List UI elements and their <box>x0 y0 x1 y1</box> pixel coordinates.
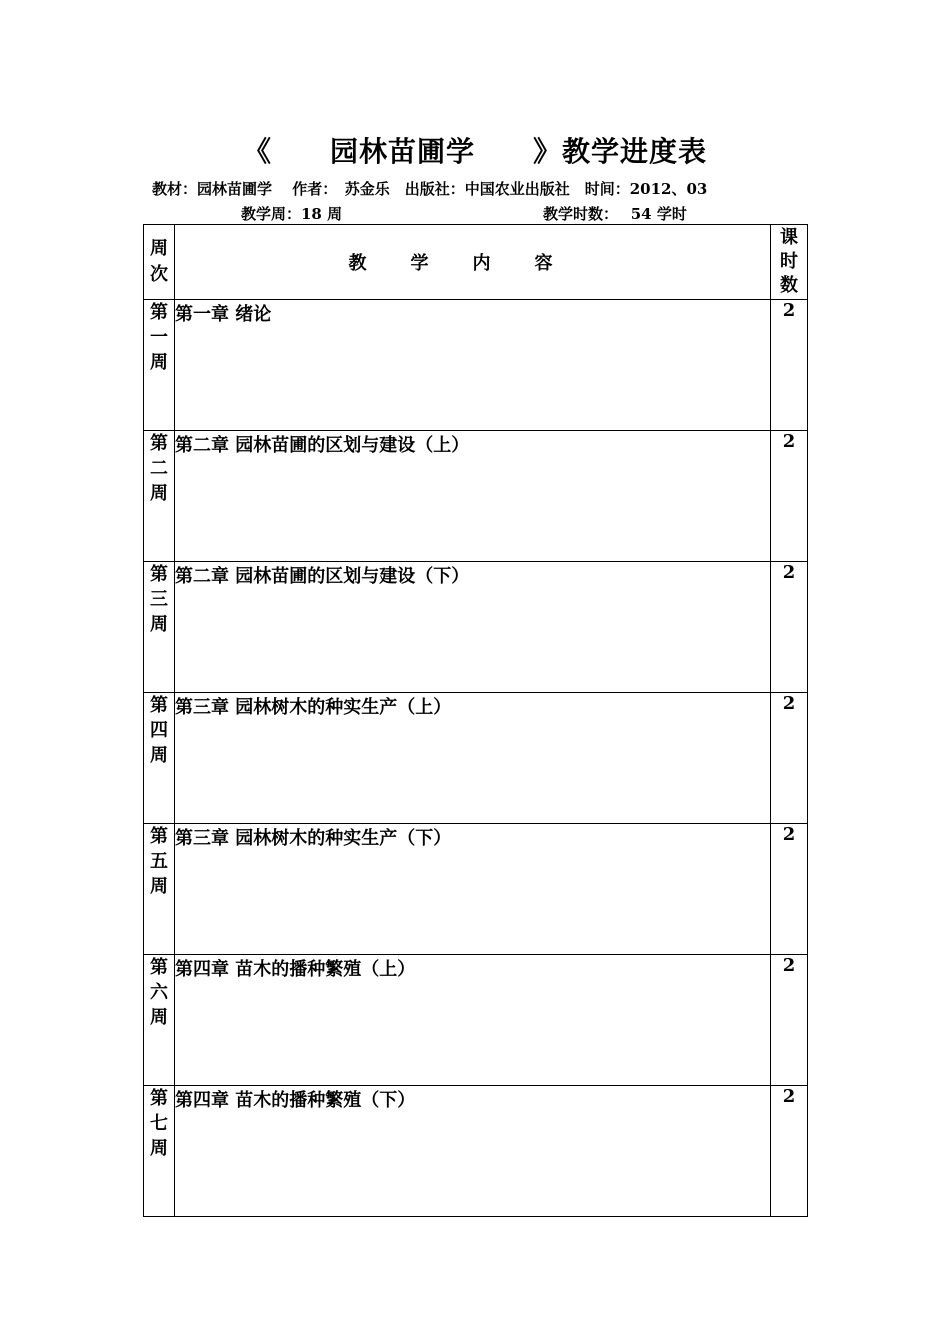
lesson-content: 第三章 园林树木的种实生产（上） <box>175 693 771 824</box>
header-week-char: 周 <box>150 238 168 259</box>
table-row <box>144 300 808 431</box>
week-label <box>144 562 175 693</box>
week-label-char: 周 <box>150 745 168 766</box>
lesson-hours: 2 <box>771 955 808 1086</box>
week-label-char: 七 <box>150 1113 168 1134</box>
week-label-char: 第 <box>150 826 168 847</box>
lesson-hours: 2 <box>771 431 808 562</box>
week-label-char: 周 <box>150 352 168 373</box>
table-row <box>144 431 808 562</box>
table-row <box>144 824 808 955</box>
lesson-hours: 2 <box>771 562 808 693</box>
lesson-hours: 2 <box>771 1086 808 1217</box>
header-week-char: 次 <box>150 264 168 285</box>
week-label-char: 五 <box>150 851 168 872</box>
header-hours-char: 时 <box>780 251 798 272</box>
week-label <box>144 300 175 431</box>
teaching-weeks: 教学周：18 周 <box>241 205 343 223</box>
week-label-char: 第 <box>150 957 168 978</box>
week-label-char: 六 <box>150 982 168 1003</box>
textbook-info-line: 教材：园林苗圃学 作者： 苏金乐 出版社：中国农业出版社 时间：2012、03 <box>152 180 708 198</box>
table-row <box>144 693 808 824</box>
lesson-content: 第二章 园林苗圃的区划与建设（下） <box>175 562 771 693</box>
header-hours-char: 课 <box>780 227 798 248</box>
week-label <box>144 693 175 824</box>
week-label <box>144 824 175 955</box>
week-label <box>144 955 175 1086</box>
table-header-row <box>144 225 808 300</box>
week-label-char: 周 <box>150 1007 168 1028</box>
table-row <box>144 1086 808 1217</box>
table-row <box>144 955 808 1086</box>
teaching-hours: 教学时数： 54 学时 <box>543 205 687 223</box>
lesson-content: 第四章 苗木的播种繁殖（下） <box>175 1086 771 1217</box>
week-label-char: 第 <box>150 433 168 454</box>
week-label <box>144 431 175 562</box>
week-label-char: 周 <box>150 1138 168 1159</box>
document-title: 《 园林苗圃学 》教学进度表 <box>242 135 707 168</box>
week-label-char: 三 <box>150 589 168 610</box>
header-content: 教学内容 <box>175 225 771 300</box>
schedule-table <box>143 224 808 1217</box>
week-label <box>144 1086 175 1217</box>
week-label-char: 第 <box>150 564 168 585</box>
week-label-char: 周 <box>150 876 168 897</box>
week-label-char: 周 <box>150 614 168 635</box>
week-label-char: 周 <box>150 483 168 504</box>
lesson-hours: 2 <box>771 693 808 824</box>
lesson-content: 第二章 园林苗圃的区划与建设（上） <box>175 431 771 562</box>
week-label-char: 第 <box>150 695 168 716</box>
header-hours-char: 数 <box>780 275 798 296</box>
week-label-char: 第 <box>150 1088 168 1109</box>
lesson-content: 第四章 苗木的播种繁殖（上） <box>175 955 771 1086</box>
header-week <box>144 225 175 300</box>
week-label-char: 四 <box>150 720 168 741</box>
week-label-char: 一 <box>150 327 168 348</box>
table-row <box>144 562 808 693</box>
lesson-content: 第三章 园林树木的种实生产（下） <box>175 824 771 955</box>
lesson-hours: 2 <box>771 300 808 431</box>
lesson-content: 第一章 绪论 <box>175 300 771 431</box>
week-label-char: 二 <box>150 458 168 479</box>
week-label-char: 第 <box>150 302 168 323</box>
header-hours <box>771 225 808 300</box>
lesson-hours: 2 <box>771 824 808 955</box>
